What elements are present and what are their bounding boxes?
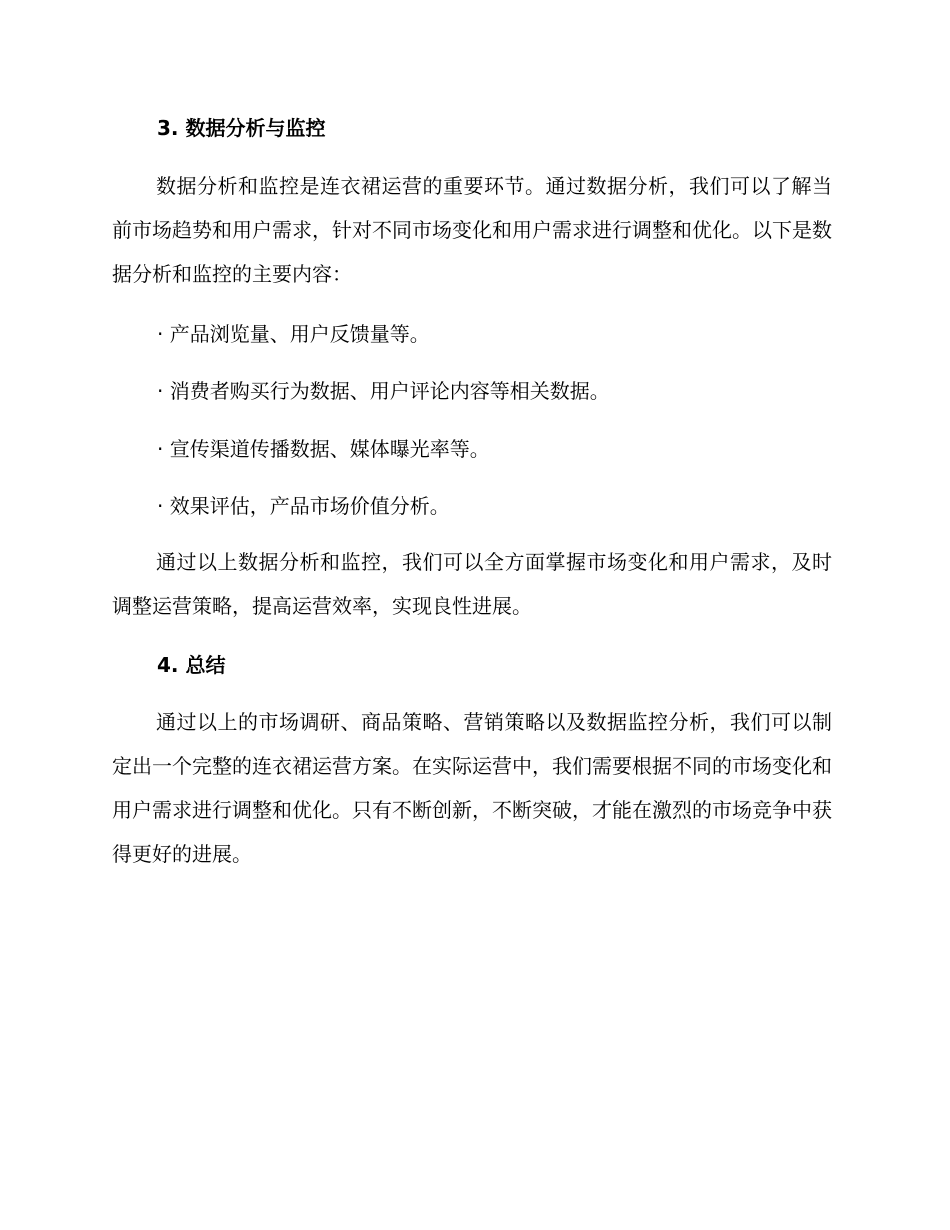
bullet-item-product-views: · 产品浏览量、用户反馈量等。 — [157, 322, 430, 346]
section-heading-summary: 4. 总结 — [157, 653, 226, 677]
paragraph-data-analysis-intro: 数据分析和监控是连衣裙运营的重要环节。通过数据分析，我们可以了解当前市场趋势和用户需求，针对不同市场变化和用户需求进行调整和优化。以下是数据分析和监控的主要内容： — [112, 174, 832, 286]
paragraph-summary: 通过以上的市场调研、商品策略、营销策略以及数据监控分析，我们可以制定出一个完整的连衣裙运营方案。在实际运营中，我们需要根据不同的市场变化和用户需求进行调整和优化。只有不断创新，不断突破，才能在激烈的市场竞争中获得更好的进展。 — [112, 710, 832, 866]
bullet-item-effect-evaluation: · 效果评估，产品市场价值分析。 — [157, 494, 450, 518]
bullet-item-channel-data: · 宣传渠道传播数据、媒体曝光率等。 — [157, 437, 490, 461]
section-heading-data-analysis: 3. 数据分析与监控 — [157, 116, 326, 140]
bullet-item-consumer-behavior: · 消费者购买行为数据、用户评论内容等相关数据。 — [157, 379, 610, 403]
paragraph-data-analysis-conclusion: 通过以上数据分析和监控，我们可以全方面掌握市场变化和用户需求，及时调整运营策略，提高运营效率，实现良性进展。 — [112, 550, 832, 618]
